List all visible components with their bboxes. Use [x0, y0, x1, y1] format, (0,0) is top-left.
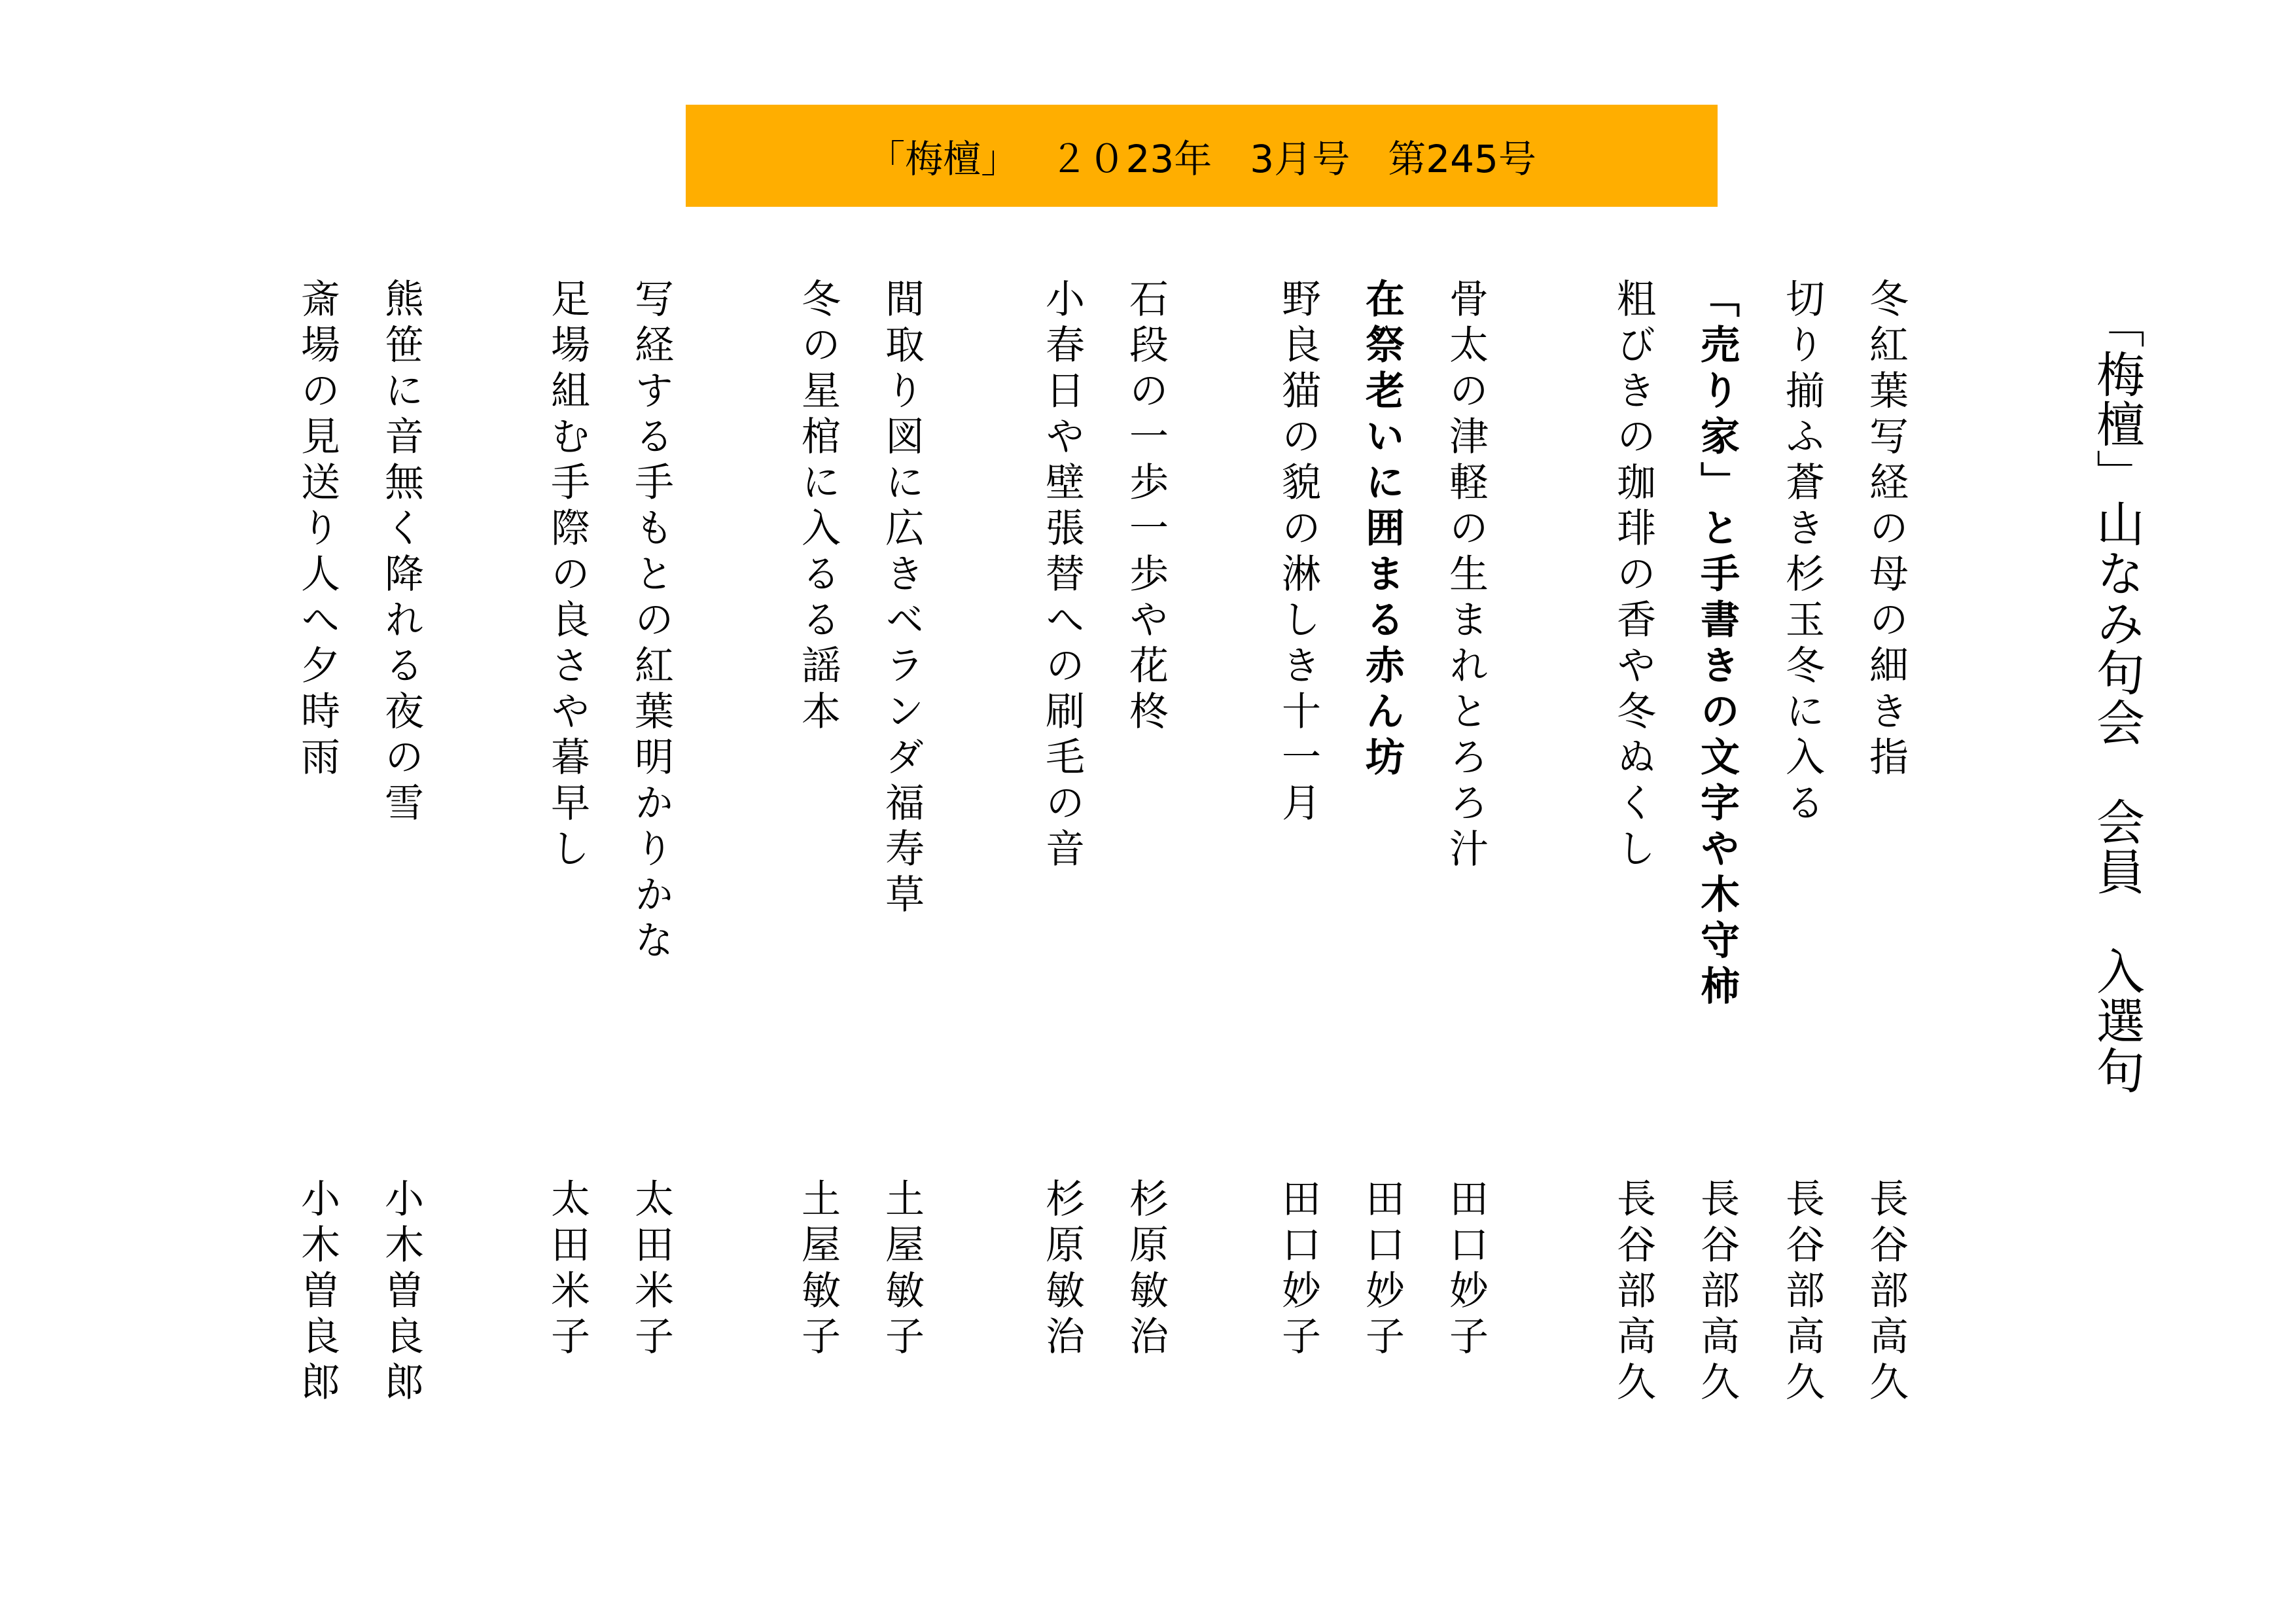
- haiku-12: 写経する手もとの紅葉明かりかな: [628, 278, 674, 965]
- author-15: 小木曽良郎: [294, 1178, 340, 1407]
- author-8: 杉原敏治: [1123, 1178, 1169, 1361]
- haiku-9: 小春日や壁張替への刷毛の音: [1039, 278, 1085, 874]
- haiku-15: 斎場の見送り人へ夕時雨: [294, 278, 340, 782]
- haiku-3: 「売り家」と手書きの文字や木守柿: [1694, 278, 1740, 1011]
- author-11: 土屋敏子: [795, 1178, 841, 1361]
- header-banner: 「梅檀」 ２０23年 3月号 第245号: [686, 105, 1718, 207]
- haiku-11: 冬の星棺に入るる謡本: [795, 278, 841, 736]
- author-13: 太田米子: [544, 1178, 590, 1361]
- haiku-7: 野良猫の貌の淋しき十一月: [1275, 278, 1321, 828]
- haiku-2: 切り揃ふ蒼き杉玉冬に入る: [1779, 278, 1825, 828]
- author-14: 小木曽良郎: [378, 1178, 424, 1407]
- haiku-14: 熊笹に音無く降れる夜の雪: [378, 278, 424, 828]
- author-7: 田口妙子: [1275, 1178, 1321, 1361]
- author-1: 長谷部高久: [1863, 1178, 1909, 1407]
- author-4: 長谷部高久: [1610, 1178, 1656, 1407]
- author-5: 田口妙子: [1443, 1178, 1489, 1361]
- author-12: 太田米子: [628, 1178, 674, 1361]
- haiku-10: 間取り図に広きベランダ福寿草: [879, 278, 925, 919]
- author-2: 長谷部高久: [1779, 1178, 1825, 1407]
- author-9: 杉原敏治: [1039, 1178, 1085, 1361]
- page-title: 「梅檀」山なみ句会 会員 入選句: [2089, 300, 2145, 1096]
- haiku-8: 石段の一歩一歩や花柊: [1123, 278, 1169, 736]
- haiku-5: 骨太の津軽の生まれとろろ汁: [1443, 278, 1489, 874]
- author-3: 長谷部高久: [1694, 1178, 1740, 1407]
- haiku-6: 在祭老いに囲まる赤ん坊: [1359, 278, 1405, 782]
- author-10: 土屋敏子: [879, 1178, 925, 1361]
- haiku-1: 冬紅葉写経の母の細き指: [1863, 278, 1909, 782]
- haiku-4: 粗びきの珈琲の香や冬ぬくし: [1610, 278, 1656, 874]
- haiku-13: 足場組む手際の良さや暮早し: [544, 278, 590, 874]
- author-6: 田口妙子: [1359, 1178, 1405, 1361]
